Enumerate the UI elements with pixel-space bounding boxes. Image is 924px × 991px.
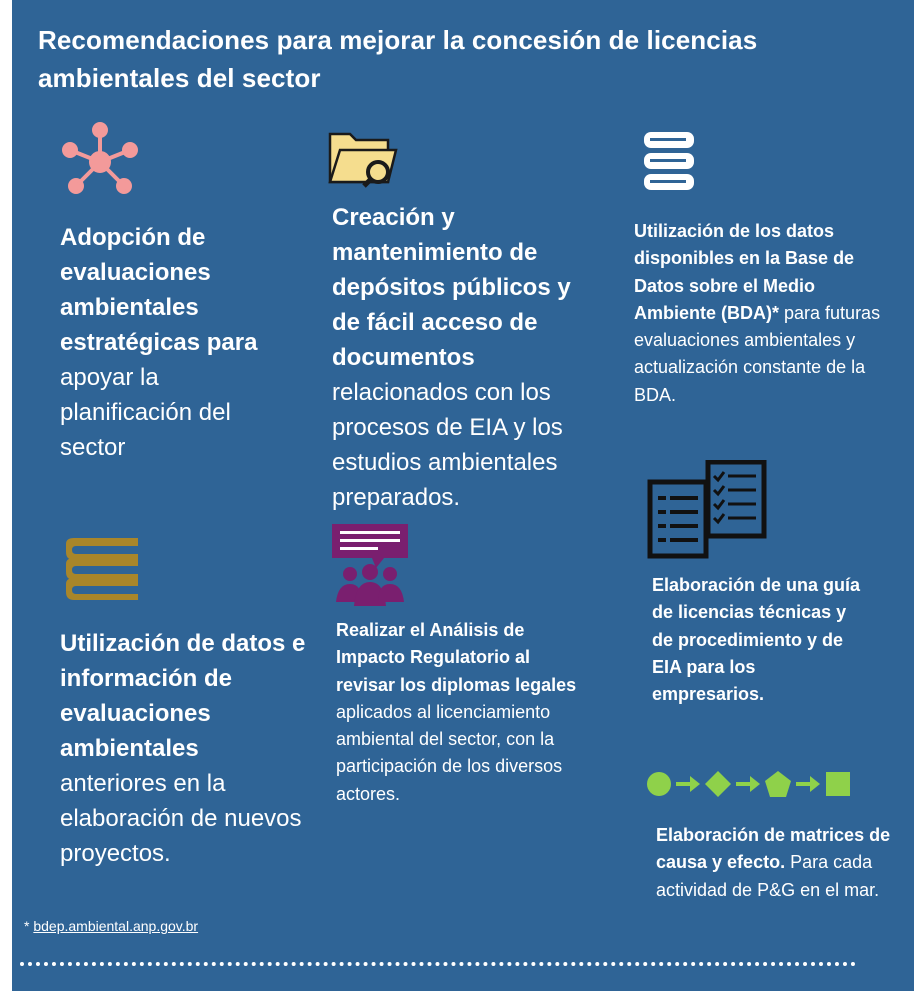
item-cause-effect-matrices bbox=[656, 822, 892, 904]
database-icon bbox=[642, 130, 696, 192]
item-regulatory-analysis bbox=[336, 617, 584, 808]
item-bold: Elaboración de matrices de causa y efecto. bbox=[656, 825, 891, 873]
item-bold: Elaboración de una guía de licencias técnicas y de procedimiento y de EIA para los empresarios. bbox=[652, 575, 861, 705]
folder-search-icon bbox=[328, 128, 398, 190]
item-bold: Utilización de los datos disponibles en la Base de Datos sobre el Medio Ambiente (BDA)* bbox=[634, 221, 855, 323]
network-hub-icon bbox=[60, 122, 140, 196]
infographic-panel bbox=[12, 0, 914, 991]
item-bold: Realizar el Análisis de Impacto Regulatorio al revisar los diplomas legales bbox=[336, 620, 577, 695]
dotted-divider bbox=[20, 962, 856, 966]
item-bold: Adopción de evaluaciones ambientales estratégicas para bbox=[60, 224, 258, 356]
item-text: apoyar la planificación del sector bbox=[60, 364, 231, 461]
item-environment-database bbox=[634, 218, 896, 409]
item-previous-data bbox=[60, 626, 310, 871]
footnote bbox=[24, 918, 198, 934]
footnote-marker: * bbox=[24, 918, 30, 934]
item-strategic-evaluations bbox=[60, 220, 260, 465]
book-stack-icon bbox=[62, 536, 142, 602]
checklist-documents-icon bbox=[646, 460, 768, 560]
item-licensing-guide bbox=[652, 572, 872, 708]
footnote-link[interactable]: bdep.ambiental.anp.gov.br bbox=[33, 918, 199, 934]
group-discussion-icon bbox=[330, 522, 410, 608]
process-flow-icon bbox=[646, 768, 852, 800]
item-public-repositories bbox=[332, 200, 594, 515]
item-text: para futuras evaluaciones ambientales y actualización constante de la BDA. bbox=[634, 302, 881, 405]
item-text: relacionados con los procesos de EIA y los estudios ambientales preparados. bbox=[332, 379, 563, 511]
item-text: aplicados al licenciamiento ambiental del sector, con la participación de los diversos actores. bbox=[336, 701, 563, 804]
item-text: Para cada actividad de P&G en el mar. bbox=[656, 852, 880, 900]
item-bold: Creación y mantenimiento de depósitos públicos y de fácil acceso de documentos bbox=[332, 204, 571, 371]
item-bold: Utilización de datos e información de evaluaciones ambientales bbox=[60, 630, 306, 762]
page-title: Recomendaciones para mejorar la concesión de licencias ambientales del sector bbox=[38, 25, 758, 93]
item-text: anteriores en la elaboración de nuevos proyectos. bbox=[60, 770, 302, 867]
